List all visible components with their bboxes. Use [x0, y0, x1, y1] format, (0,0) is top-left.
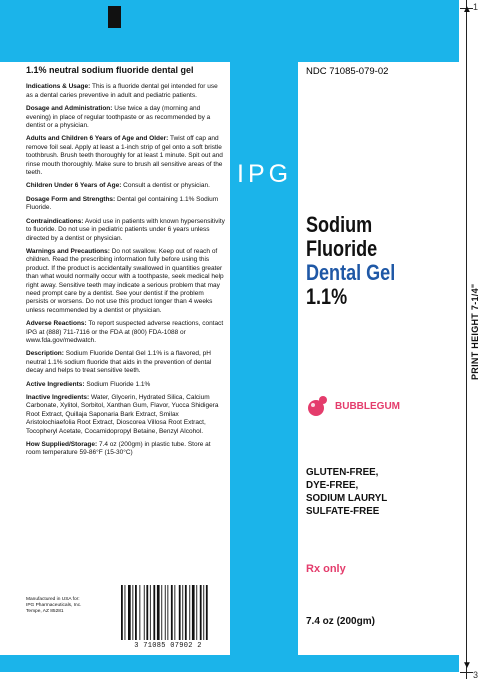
section-text: Sodium Fluoride 1.1%: [84, 380, 151, 388]
section-label: Adverse Reactions:: [26, 320, 87, 328]
barcode-bar: [144, 585, 145, 640]
section-label: Indications & Usage:: [26, 83, 91, 91]
margin-mark-top: 1: [473, 2, 479, 12]
section-paragraph: [26, 105, 226, 130]
barcode-bar: [132, 585, 133, 640]
title-line-3: Dental Gel: [306, 260, 396, 285]
claim-line: SULFATE-FREE: [306, 506, 380, 517]
barcode-bar: [182, 585, 183, 640]
title-line-4: 1.1%: [306, 284, 348, 309]
section-paragraph: [26, 320, 226, 345]
section-label: Inactive Ingredients:: [26, 394, 90, 401]
bottom-color-band: [0, 655, 459, 672]
section-text: Avoid use in patients with known hypersensitivity to fluoride. Do not use in pediatric patients under 6 years unless directed by a dentist or physician.: [26, 217, 225, 242]
center-color-panel: [230, 62, 298, 655]
ndc-number: NDC 71085-079-02: [306, 66, 389, 77]
section-text: To report suspected adverse reactions, contact IPG at (888) 711-7116 or the FDA at (800) FDA-1088 or www.fda.gov/medwatch.: [26, 320, 224, 344]
section-text: Dental gel containing 1.1% Sodium Fluoride.: [26, 195, 219, 212]
section-paragraph: [26, 218, 226, 243]
section-text: Twist off cap and remove foil seal. Apply at least a 1-inch strip of gel onto a soft bristle toothbrush. Brush teeth thoroughly for at least 1 minute. Spit out and rinse mouth thoroughly. Make sure to brush all sensitive areas of the teeth.: [26, 135, 223, 177]
section-text: This is a fluoride dental gel intended for use as a dental caries preventive in adult and pediatric patients.: [26, 83, 218, 99]
arrow-up-icon: ▲: [462, 4, 472, 15]
section-label: Adults and Children 6 Years of Age and Older:: [26, 135, 169, 143]
registration-mark: [108, 6, 121, 28]
barcode-bar: [150, 585, 151, 640]
section-text: Use twice a day (morning and evening) in place of regular toothpaste or as recommended by a dentist or a physician.: [26, 105, 211, 130]
title-line-1: Sodium: [306, 212, 373, 237]
barcode-bar: [121, 585, 123, 640]
section-text: Consult a dentist or physician.: [121, 182, 210, 190]
section-label: Dosage Form and Strengths:: [26, 195, 116, 203]
section-paragraph: [26, 394, 226, 436]
barcode-bar: [206, 585, 208, 640]
barcode-bar: [196, 585, 197, 640]
section-paragraph: [26, 83, 226, 100]
panel-heading: 1.1% neutral sodium fluoride dental gel: [26, 65, 194, 75]
sections-list: [26, 83, 226, 457]
section-text: Water, Glycerin, Hydrated Silica, Calcium Carbonate, Xylitol, Sorbitol, Xanthan Gum, Flavor, Yucca Shidigera Root Extract, Quillaja Saponaria Bark Extract, Smilax Aristolochiaefolia Root Extract, Dioscorea Villosa Root Extract, Tocopheryl Acetate, Cocamidopropyl Betaine, Benzyl Alcohol.: [26, 394, 219, 435]
rule-cap-bottom: [460, 672, 473, 673]
barcode-bar: [189, 585, 190, 640]
barcode-bar: [125, 585, 126, 640]
section-paragraph: [26, 248, 226, 315]
bubblegum-icon: [306, 395, 328, 417]
barcode-bar: [185, 585, 187, 640]
barcode-bar: [139, 585, 140, 640]
section-label: Children Under 6 Years of Age:: [26, 182, 122, 190]
section-label: Warnings and Precautions:: [26, 247, 110, 255]
top-color-band: [0, 0, 459, 62]
claim-line: GLUTEN-FREE,: [306, 467, 379, 478]
barcode-bar: [146, 585, 148, 640]
manufacturer-line: Manufactured in USA for:: [26, 597, 80, 602]
barcode-bar: [167, 585, 168, 640]
print-height-rule: [466, 0, 467, 679]
section-label: Dosage and Administration:: [26, 105, 113, 113]
section-paragraph: [26, 135, 226, 177]
barcode-bar: [135, 585, 137, 640]
barcode-bar: [203, 585, 204, 640]
title-line-2: Fluoride: [306, 236, 378, 261]
section-label: Active Ingredients:: [26, 380, 85, 388]
rx-only-label: Rx only: [306, 563, 346, 575]
barcode-bar: [165, 585, 166, 640]
manufacturer-line: Tempe, AZ 85281: [26, 609, 64, 614]
margin-mark-bottom: 3: [473, 670, 479, 680]
barcode-bar: [192, 585, 195, 640]
arrow-down-icon: ▼: [462, 660, 472, 671]
section-paragraph: [26, 196, 226, 213]
section-paragraph: [26, 441, 226, 458]
claim-line: DYE-FREE,: [306, 480, 359, 491]
brand-logo: IPG: [237, 160, 293, 188]
barcode-bar: [174, 585, 175, 640]
manufacturer-block: [26, 597, 116, 615]
net-weight: 7.4 oz (200gm): [306, 616, 375, 627]
barcode-bar: [157, 585, 160, 640]
barcode-number: 3 71085 07902 2: [134, 642, 202, 650]
section-label: Contraindications:: [26, 217, 84, 225]
upc-barcode: [121, 585, 211, 640]
barcode-bar: [179, 585, 181, 640]
barcode-bar: [153, 585, 155, 640]
section-label: Description:: [26, 350, 64, 358]
section-paragraph: [26, 381, 226, 389]
barcode-bar: [200, 585, 202, 640]
section-text: Sodium Fluoride Dental Gel 1.1% is a flavored, pH neutral 1.1% sodium fluoride that aids in the prevention of dental decay and helps to treat sensitive teeth.: [26, 350, 212, 375]
drug-facts-panel: [26, 66, 226, 463]
barcode-bar: [171, 585, 173, 640]
free-from-claims: [306, 466, 387, 518]
manufacturer-line: IPG Pharmaceuticals, Inc.: [26, 603, 82, 608]
section-text: Do not swallow. Keep out of reach of children. Read the prescribing information fully before using this product. If the product is accidentally swallowed in quantities greater than what would normally occur with a toothpaste, seek medical help right away. Sensitive teeth may indicate a serious problem that may need prompt care by a dentist. See your dentist if the problem persists or worsens. Do not use this product longer than 4 weeks unless recommended by a dentist or physician.: [26, 247, 224, 314]
barcode-bar: [128, 585, 131, 640]
claim-line: SODIUM LAURYL: [306, 493, 388, 504]
product-title: [306, 213, 456, 309]
barcode-bar: [161, 585, 162, 640]
section-paragraph: [26, 182, 226, 190]
print-height-label: PRINT HEIGHT 7-1/4": [470, 283, 480, 380]
flavor-label: BUBBLEGUM: [335, 401, 400, 412]
section-text: 7.4 oz (200gm) in plastic tube. Store at room temperature 59-86°F (15-30°C): [26, 441, 211, 457]
section-label: How Supplied/Storage:: [26, 441, 98, 449]
section-paragraph: [26, 350, 226, 375]
